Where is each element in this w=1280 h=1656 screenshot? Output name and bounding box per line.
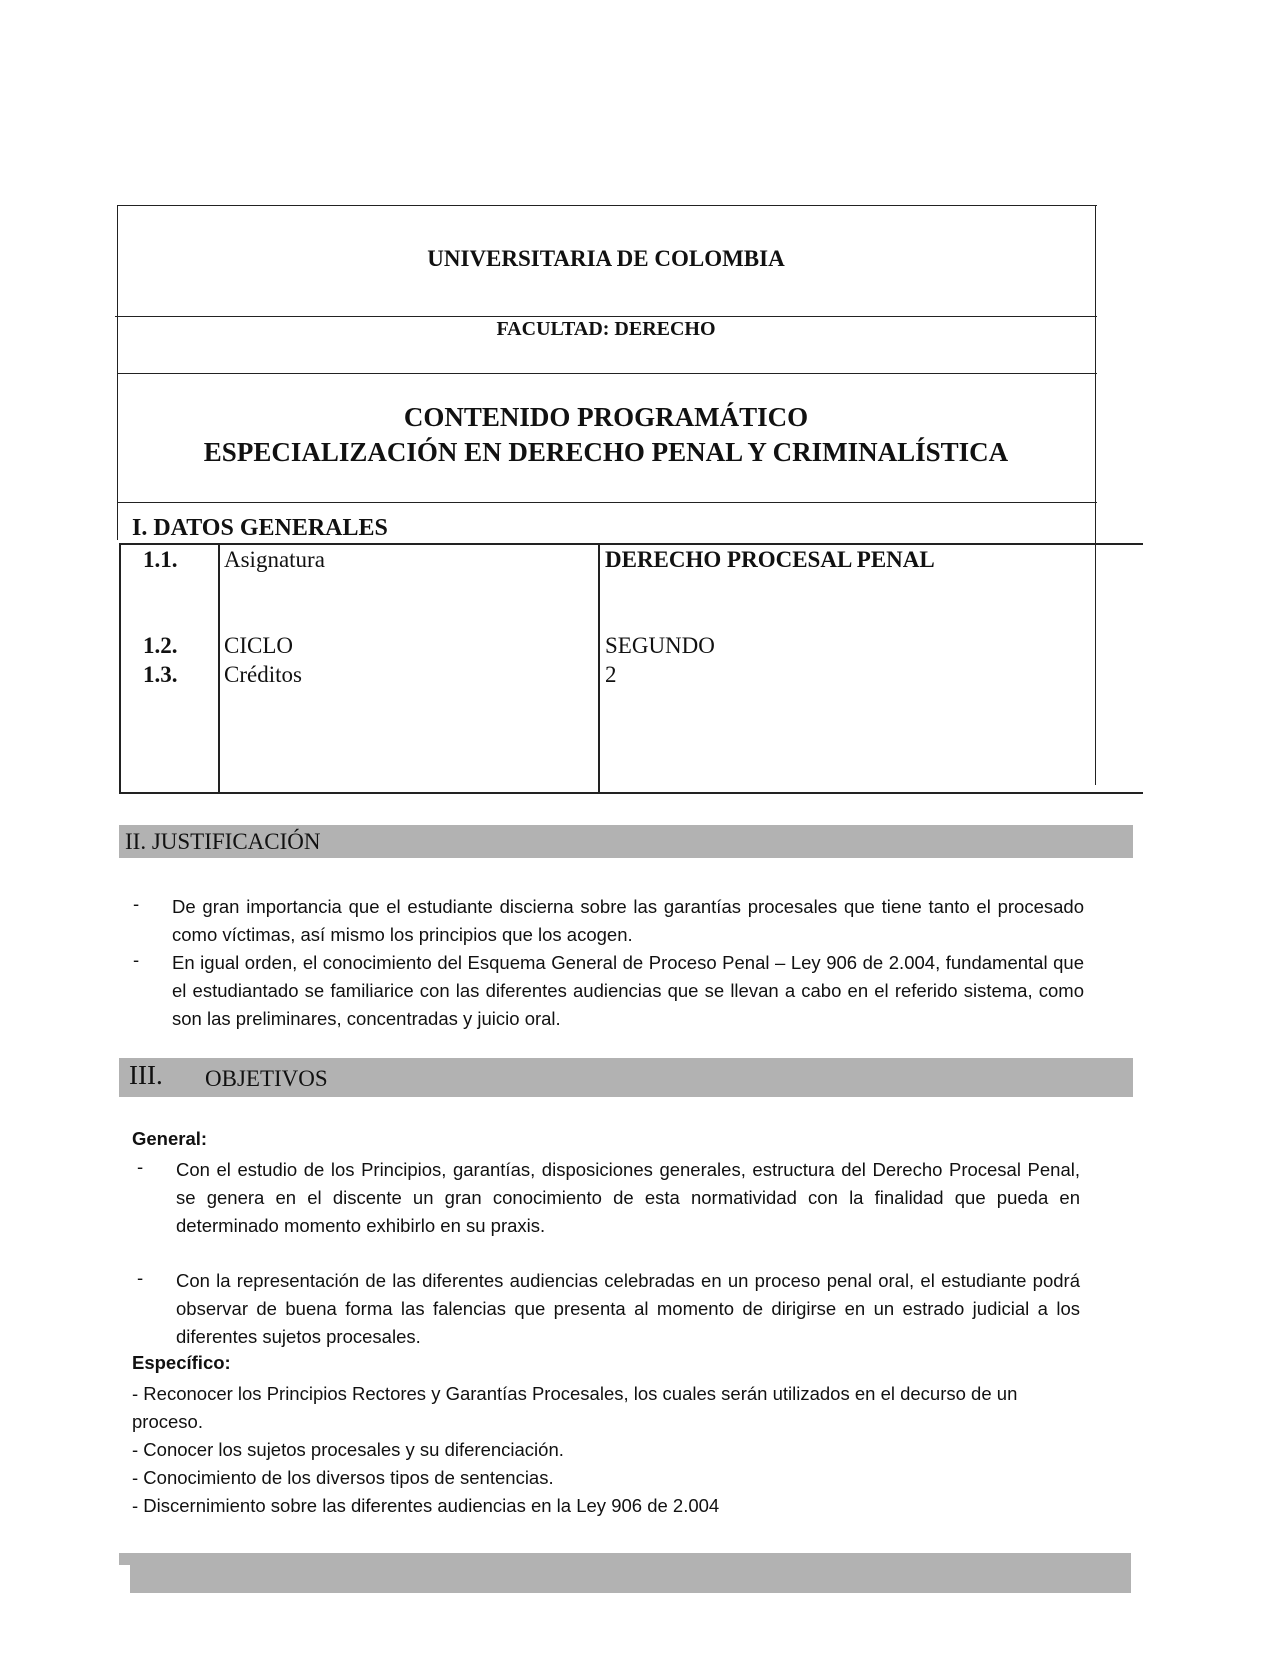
general-label: General:: [132, 1128, 208, 1149]
section-numeral-objetivos: III.: [129, 1060, 163, 1090]
document-title: CONTENIDO PROGRAMÁTICO: [403, 402, 809, 432]
row-label: CICLO: [224, 633, 293, 658]
header-divider-1: [115, 316, 1097, 317]
header-divider-3: [117, 502, 1097, 503]
especifico-item: - Reconocer los Principios Rectores y Garantías Procesales, los cuales serán utilizados en el decurso de un proceso.: [132, 1383, 1018, 1432]
row-value-creditos: 2: [605, 662, 617, 687]
especifico-label: Específico:: [132, 1352, 231, 1373]
section-heading-datos-generales: I. DATOS GENERALES: [132, 515, 388, 541]
datos-table-bottom: [119, 792, 1143, 794]
row-number: 1.2.: [143, 633, 178, 658]
row-number: 1.1.: [143, 547, 178, 572]
row-label: Asignatura: [224, 547, 325, 572]
datos-table-col-1: [218, 543, 220, 794]
header-box-top: [117, 205, 1097, 206]
program-title: ESPECIALIZACIÓN EN DERECHO PENAL Y CRIMINALÍSTICA: [203, 437, 1009, 467]
list-bullet: -: [133, 949, 140, 970]
datos-table-left: [119, 543, 121, 794]
general-item: Con el estudio de los Principios, garantías, disposiciones generales, estructura del Derecho Procesal Penal, se genera en el discente un gran conocimiento de esta normatividad con la finalidad que pueda en determinado momento exhibirlo en su praxis.: [176, 1159, 1080, 1236]
header-divider-2: [117, 373, 1097, 374]
especifico-item: - Discernimiento sobre las diferentes audiencias en la Ley 906 de 2.004: [132, 1495, 720, 1516]
datos-table-col-2: [598, 543, 600, 794]
section-bar-footer-body: [130, 1560, 1131, 1593]
row-label: Créditos: [224, 662, 302, 687]
list-bullet: -: [137, 1267, 144, 1288]
header-box-right: [1095, 205, 1096, 785]
especifico-item: - Conocimiento de los diversos tipos de sentencias.: [132, 1467, 554, 1488]
faculty-name: FACULTAD: DERECHO: [496, 318, 716, 340]
datos-table-top: [119, 543, 1143, 545]
list-bullet: -: [137, 1156, 144, 1177]
justificacion-item: De gran importancia que el estudiante discierna sobre las garantías procesales que tiene tanto el procesado como víctimas, así mismo los principios que los acogen.: [172, 896, 1084, 945]
row-number: 1.3.: [143, 662, 178, 687]
row-value-ciclo: SEGUNDO: [605, 633, 715, 658]
especifico-item: - Conocer los sujetos procesales y su diferenciación.: [132, 1439, 564, 1460]
row-value-asignatura: DERECHO PROCESAL PENAL: [605, 547, 935, 572]
general-item: Con la representación de las diferentes audiencias celebradas en un proceso penal oral, el estudiante podrá observar de buena forma las falencias que presenta al momento de dirigirse en un estrado judicial a los diferentes sujetos procesales.: [176, 1270, 1080, 1347]
justificacion-item: En igual orden, el conocimiento del Esquema General de Proceso Penal – Ley 906 de 2.004, fundamental que el estudiantado se familiarice con las diferentes audiencias que se llevan a cabo en el referido sistema, como son las preliminares, concentradas y juicio oral.: [172, 952, 1084, 1029]
especifico-list: [132, 1380, 1032, 1520]
section-heading-objetivos: OBJETIVOS: [205, 1066, 328, 1091]
list-bullet: -: [133, 893, 140, 914]
section-heading-justificacion: II. JUSTIFICACIÓN: [125, 829, 321, 854]
university-name: UNIVERSITARIA DE COLOMBIA: [427, 246, 785, 271]
